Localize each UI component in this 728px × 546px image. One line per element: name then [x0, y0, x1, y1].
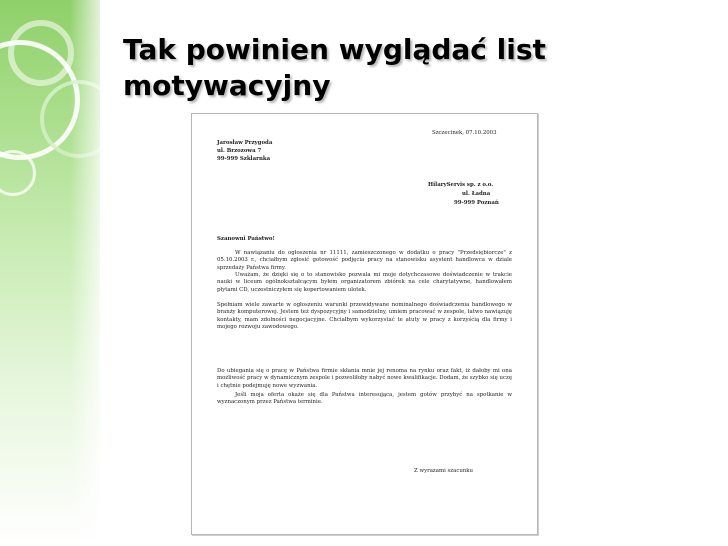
letter-paragraph-2: Uważam, że dzięki się o to stanowisko pozwala mi moje dotychczasowe doświadczenie w trakcie nauki w liceum ogólnokształcącym byłem organizatorem zbiórek na cele charytatywne, handlowałem płytami CD, uczestniczyłem się kopertowaniem ulotek.: [217, 272, 512, 293]
cover-letter-document: [191, 113, 538, 535]
letter-paragraph-1: W nawiązaniu do ogłoszenia nr 11111, zamieszczonego w dodatku o pracy "Przedsiębiorcze" z 05.10.2003 r., chciałbym zgłosić gotowość podjęcia pracy na stanowisku asystent handlowca w dziale sprzedaży Państwa firmy.: [217, 250, 512, 271]
sender-name: Jarosław Przygoda: [217, 140, 273, 146]
sender-city: 99-999 Szklarnka: [217, 156, 271, 162]
slide-title: [123, 32, 643, 104]
recipient-city: 99-999 Poznań: [454, 200, 499, 206]
recipient-company: HilaryServis sp. z o.o.: [428, 182, 494, 188]
slide-title-line1: Tak powinien wyglądać list: [123, 33, 546, 66]
recipient-street: ul. Ładna: [462, 191, 491, 197]
letter-paragraph-5: Jeśli moja oferta okaże się dla Państwa interesująca, jestem gotów przybyć na spotkanie w wyznaczonym przez Państwa terminie.: [217, 392, 512, 406]
sender-street: ul. Brzozowa 7: [217, 148, 262, 154]
letter-salutation: Szanowni Państwo!: [217, 236, 275, 242]
letter-place-date: Szczecinek, 07.10.2003: [432, 130, 497, 136]
decorative-ring: [8, 20, 74, 86]
slide-title-line2: motywacyjny: [123, 69, 331, 102]
band-fade: [70, 0, 100, 546]
letter-closing: Z wyrazami szacunku: [414, 468, 474, 474]
decorative-green-band: [0, 0, 100, 546]
letter-paragraph-3: Spełniam wiele zawarte w ogłoszeniu warunki przewidywane nominalnego doświadczenia handlowego w branży komputerowej. Jestem też dyspozycyjny i samodzielny, umiem pracować w zespole, łatwo nawiązuję kontakty, mam zdolności negocjacyjne. Chciałbym wykorzystać te atuty w pracy z korzyścią dla firmy i mojego rozwoju zawodowego.: [217, 302, 512, 331]
letter-paragraph-4: Do ubiegania się o pracę w Państwa firmie skłania mnie jej renoma na rynku oraz fakt, iż dałoby mi ona możliwość pracy w dynamicznym zespole i pozwoliłoby nabyć nowe kwalifikacje. Dodam, że szybko się uczę i chętnie podejmuję nowe wyzwania.: [217, 368, 513, 389]
